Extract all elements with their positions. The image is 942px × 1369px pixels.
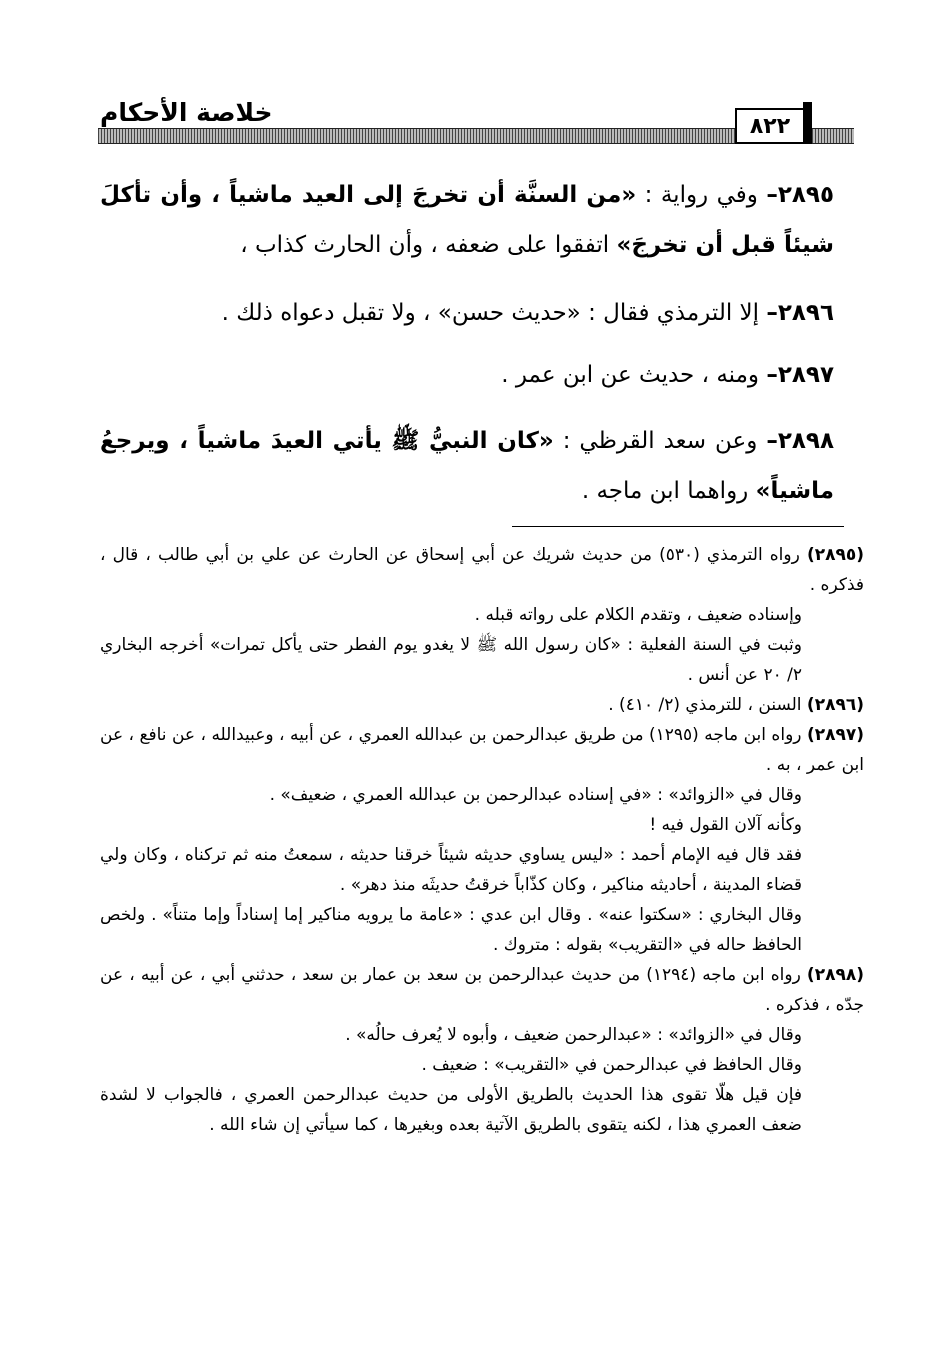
header-ornament-bar — [98, 128, 824, 144]
entry-text: إلا الترمذي فقال : «حديث حسن» ، ولا تقبل دعواه ذلك . — [221, 300, 767, 326]
footnote-2898 — [100, 960, 864, 1020]
footnote-line: وقال في «الزوائد» : «عبدالرحمن ضعيف ، وأبوه لا يُعرف حالُه» . — [345, 1025, 802, 1045]
footnote-text: رواه ابن ماجه (١٢٩٥) من طريق عبدالرحمن بن عبدالله العمري ، عن أبيه ، وعبيدالله ، عن نافع ، عن ابن عمر ، به . — [100, 725, 864, 775]
entry-number: ٢٨٩٥– — [766, 182, 834, 208]
entry-2897 — [100, 350, 834, 400]
footnote-number: (٢٨٩٥) — [806, 545, 865, 565]
running-title: خلاصة الأحكام — [100, 98, 273, 127]
footnote-line: فإن قيل هلّا تقوى هذا الحديث بالطريق الأولى من حديث عبدالرحمن العمري ، فالجواب لا لشدة ضعف العمري هذا ، لكنه يتقوى بالطريق الآتية بعده وبغيرها ، كما سيأتي إن شاء الله . — [100, 1085, 802, 1135]
footnote-text: السنن ، للترمذي (٢/ ٤١٠) . — [608, 695, 807, 715]
entry-text: ومنه ، حديث عن ابن عمر . — [501, 362, 767, 388]
entry-quote: «كان النبيُّ ﷺ يأتي العيدَ ماشياً ، ويرجعُ ماشياً» — [100, 428, 834, 504]
footnote-line: فقد قال فيه الإمام أحمد : «ليس يساوي حديثه شيئاً خرقنا حديثه ، سمعتُ منه ثم تركناه ، وكان ولي قضاء المدينة ، أحاديثه مناكير ، وكان كذّاباً خرقتُ حديثَه منذ دهر» . — [100, 845, 802, 895]
entry-text: رواهما ابن ماجه . — [581, 478, 756, 504]
footnote-line: وقال البخاري : «سكتوا عنه» . وقال ابن عدي : «عامة ما يرويه مناكير إما إسناداً وإما متناً» . ولخص الحافظ حاله في «التقريب» بقوله : متروك . — [100, 905, 802, 955]
entry-quote: «من السنَّة أن تخرجَ إلى العيد ماشياً ، وأن تأكلَ شيئاً قبل أن تخرجَ» — [100, 182, 834, 258]
footnote-2896 — [100, 690, 864, 720]
footnote-2897 — [100, 720, 864, 780]
entry-number: ٢٨٩٧– — [766, 362, 834, 388]
page-number: ٨٢٢ — [735, 108, 805, 144]
footnote-line: وثبت في السنة الفعلية : «كان رسول الله ﷺ لا يغدو يوم الفطر حتى يأكل تمرات» أخرجه البخاري ٢/ ٢٠ عن أنس . — [100, 635, 802, 685]
footnote-line: وإسناده ضعيف ، وتقدم الكلام على رواته قبله . — [474, 605, 802, 625]
footnote-2895 — [100, 540, 864, 600]
header-ornament-bar-right — [806, 128, 854, 144]
entry-2898 — [100, 416, 834, 516]
entry-intro: وعن سعد القرظي : — [553, 428, 767, 454]
footnote-number: (٢٨٩٦) — [806, 695, 864, 715]
footnotes — [100, 540, 864, 1140]
footnote-text: رواه الترمذي (٥٣٠) من حديث شريك عن أبي إسحاق عن الحارث عن علي بن أبي طالب ، قال ، فذكره . — [100, 545, 864, 595]
footnote-separator — [512, 526, 844, 527]
entry-2896 — [100, 288, 834, 338]
entry-number: ٢٨٩٨– — [766, 428, 834, 454]
footnote-number: (٢٨٩٧) — [806, 725, 865, 745]
footnote-line: وكأنه آلان القول فيه ! — [649, 815, 802, 835]
footnote-number: (٢٨٩٨) — [806, 965, 864, 985]
entry-intro: وفي رواية : — [636, 182, 767, 208]
footnote-line: وقال الحافظ في عبدالرحمن في «التقريب» : ضعيف . — [421, 1055, 802, 1075]
entry-number: ٢٨٩٦– — [766, 300, 834, 326]
footnote-line: وقال في «الزوائد» : «في إسناده عبدالرحمن بن عبدالله العمري ، ضعيف» . — [269, 785, 802, 805]
entry-2895 — [100, 170, 834, 270]
footnote-text: رواه ابن ماجه (١٢٩٤) من حديث عبدالرحمن بن سعد بن عمار بن سعد ، حدثني أبي ، عن أبيه ، عن جدّه ، فذكره . — [100, 965, 864, 1015]
entry-text: اتفقوا على ضعفه ، وأن الحارث كذاب ، — [240, 232, 617, 258]
